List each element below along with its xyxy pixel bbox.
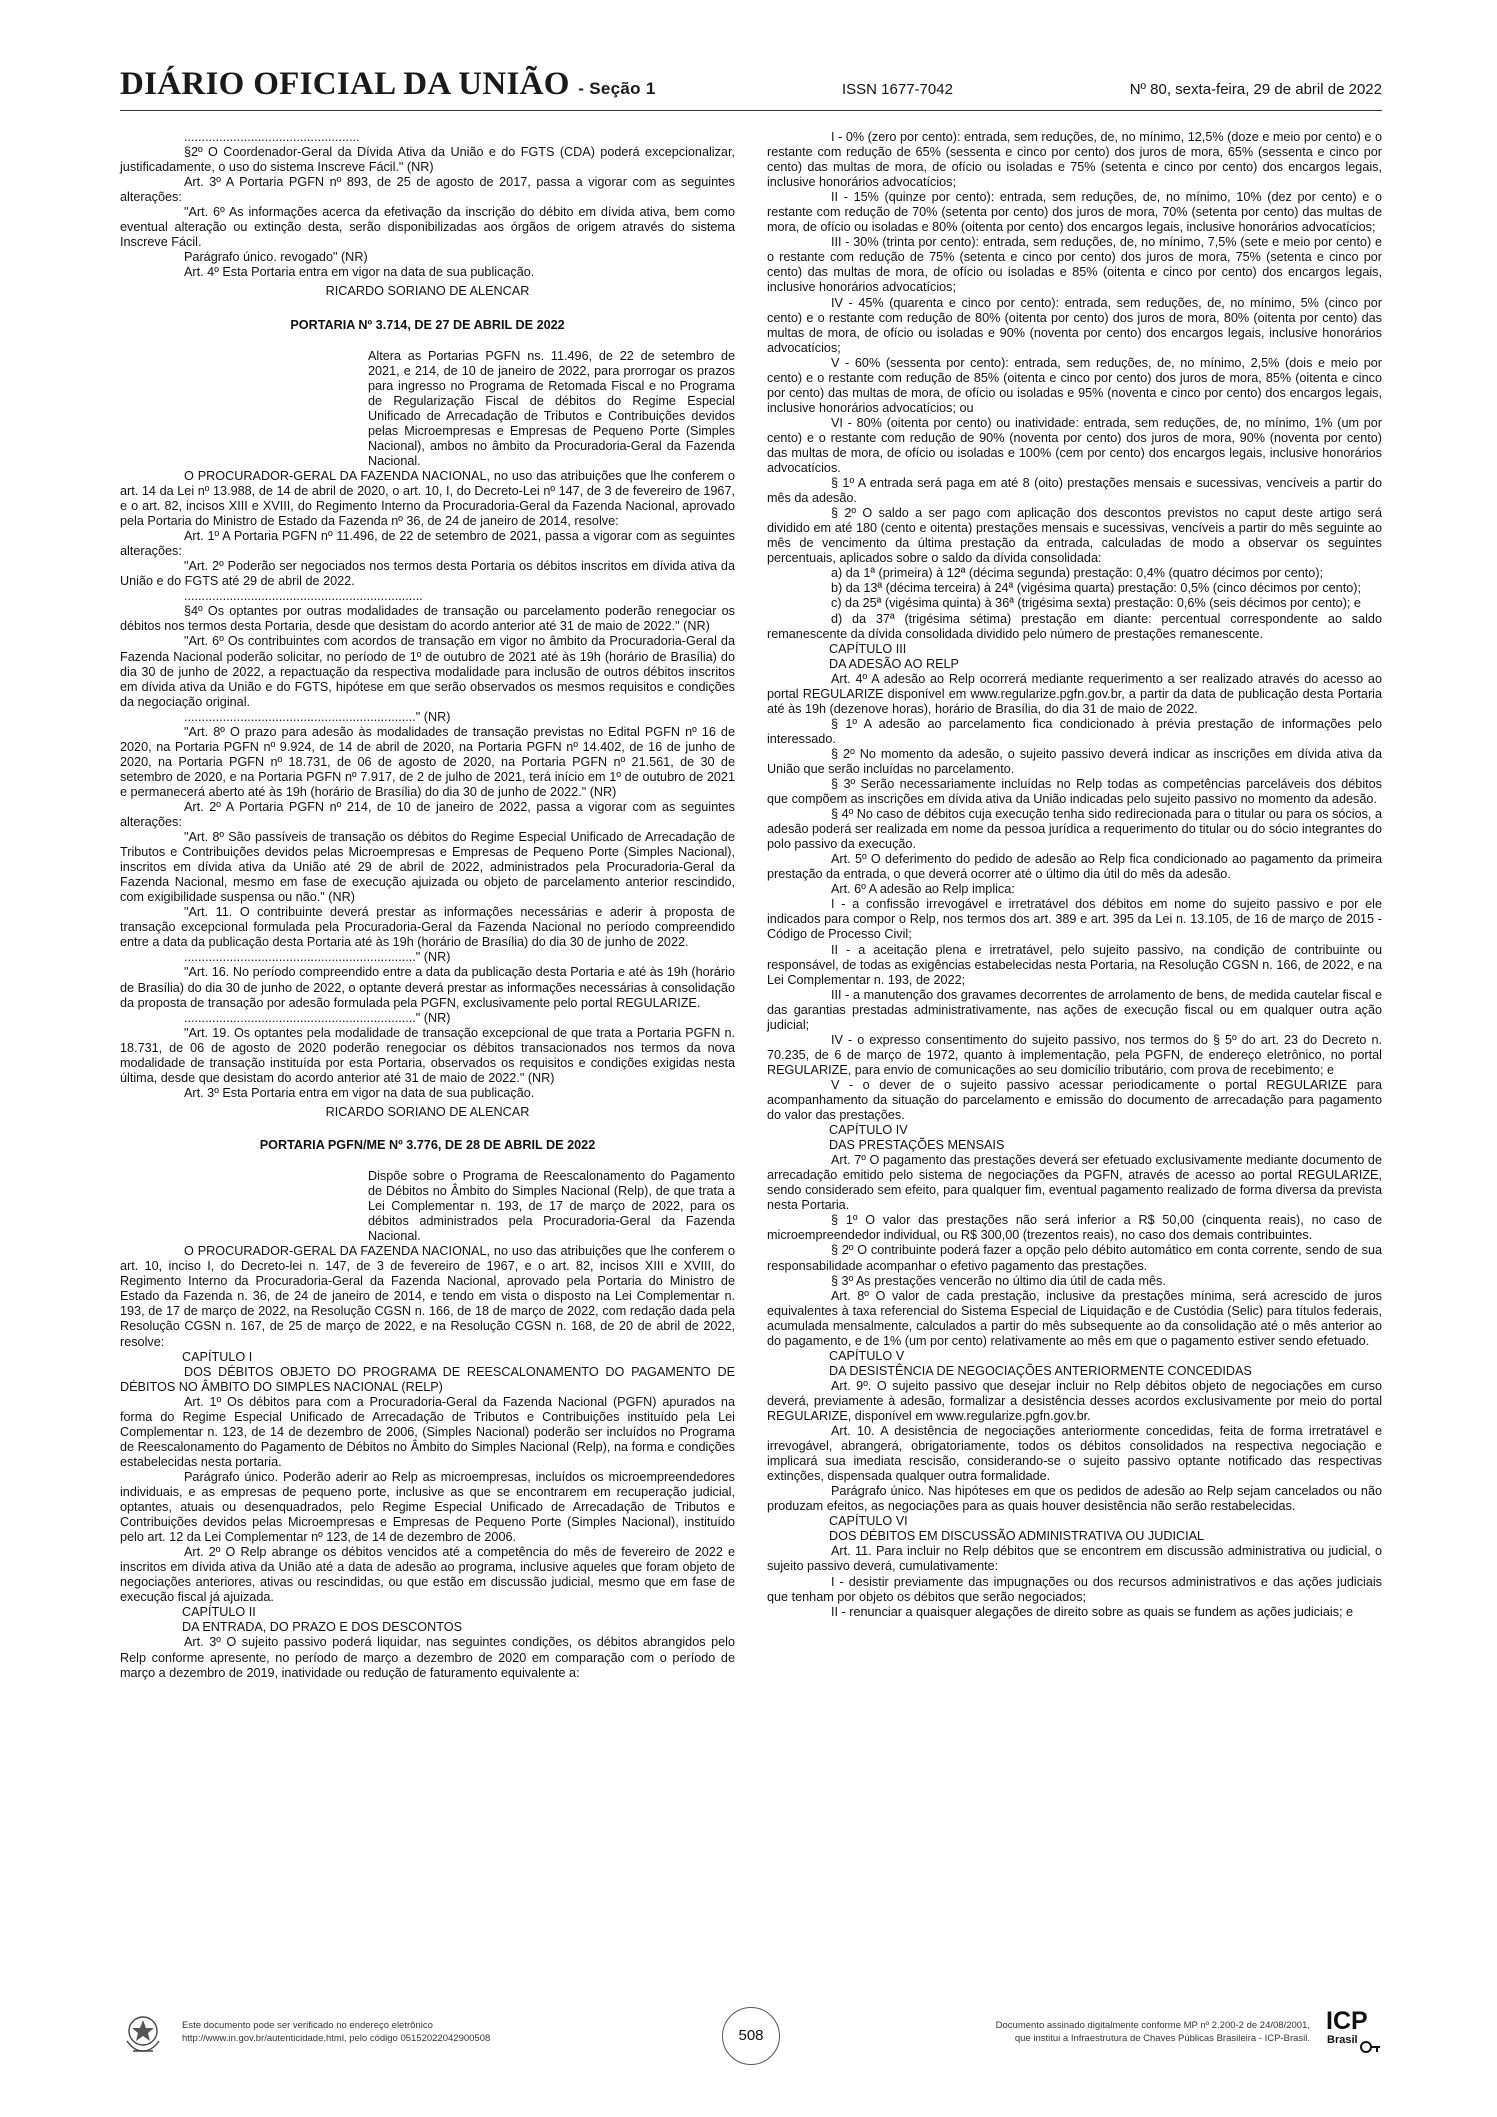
- issue-date: Nº 80, sexta-feira, 29 de abril de 2022: [1129, 81, 1382, 98]
- paragraph: Art. 1º A Portaria PGFN nº 11.496, de 22 de setembro de 2021, passa a vigorar com as seguintes alterações:: [120, 529, 735, 559]
- paragraph: "Art. 16. No período compreendido entre a data da publicação desta Portaria e até às 19h (horário de Brasília) do dia 30 de junho de 2022, o optante deverá prestar as informações necessárias à consolidação da proposta de transação por adesão formulada pela PGFN, exclusivamente pelo portal REGULARIZE.: [120, 965, 735, 1010]
- icp-logo-text: ICP: [1326, 2007, 1368, 2035]
- paragraph: V - o dever de o sujeito passivo acessar periodicamente o portal REGULARIZE para acompanhamento da situação do parcelamento e emissão do documento de arrecadação para pagamento do valor das prestações.: [767, 1077, 1382, 1123]
- paragraph: § 3º As prestações vencerão no último dia útil de cada mês.: [831, 1273, 1166, 1288]
- paragraph: II - 15% (quinze por cento): entrada, sem reduções, de, no mínimo, 10% (dez por cento) e o restante com redução de 70% (setenta por cento) dos juros de mora, 70% (setenta por cento) das multas de mora, de ofício ou isoladas e 80% (oitenta por cento) dos encargos legais, inclusive honorários advocatícios;: [767, 190, 1382, 235]
- paragraph: § 3º Serão necessariamente incluídas no Relp todas as competências parceláveis dos débitos que compõem as inscrições em dívida ativa da União indicadas pelo sujeito passivo no momento da adesão.: [767, 777, 1382, 807]
- paragraph: "Art. 8º O prazo para adesão às modalidades de transação previstas no Edital PGFN nº 16 de 2020, na Portaria PGFN nº 9.924, de 14 de abril de 2020, na Portaria PGFN nº 14.402, de 16 de junho de 2020, na Portaria PGFN nº 18.731, de 06 de agosto de 2020, na Portaria PGFN nº 21.561, de 30 de setembro de 2020, e na Portaria PGFN nº 7.917, de 2 de julho de 2021, terá início em 1º de outubro de 2021 e permanecerá aberto até às 19h (horário de Brasília) do dia 30 de junho de 2022." (NR): [120, 724, 735, 799]
- paragraph: "Art. 19. Os optantes pela modalidade de transação excepcional de que trata a Portaria PGFN n. 18.731, de 06 de agosto de 2020 poderão renegociar os débitos transacionados nos termos da nova modalidade de transação instituída por esta Portaria, observados os requisitos e condições exigidas nesta última, desde que desistam do acordo anterior até 31 de maio de 2022." (NR): [120, 1025, 735, 1085]
- paragraph: Art. 3º O sujeito passivo poderá liquidar, nas seguintes condições, os débitos abrangidos pelo Relp conforme apresente, no período de março a dezembro de 2020 em comparação com o período de março a dezembro de 2019, inatividade ou redução de faturamento equivalente a:: [120, 1635, 735, 1680]
- masthead: [120, 66, 1382, 116]
- paragraph: Art. 11. Para incluir no Relp débitos que se encontrem em discussão administrativa ou judicial, o sujeito passivo deverá, cumulativamente:: [767, 1544, 1382, 1574]
- issn: ISSN 1677-7042: [842, 81, 953, 98]
- chapter-title: DOS DÉBITOS OBJETO DO PROGRAMA DE REESCALONAMENTO DO PAGAMENTO DE DÉBITOS NO ÂMBITO DO SIMPLES NACIONAL (RELP): [120, 1364, 735, 1394]
- paragraph: §2º O Coordenador-Geral da Dívida Ativa da União e do FGTS (CDA) poderá excepcionalizar, justificadamente, o uso do sistema Inscreve Fácil." (NR): [120, 145, 735, 175]
- paragraph: b) da 13ª (décima terceira) à 24ª (vigésima quarta) prestação: 0,5% (cinco décimos por cento);: [831, 581, 1361, 596]
- paragraph: Parágrafo único. revogado" (NR): [184, 250, 368, 265]
- paragraph: § 1º O valor das prestações não será inferior a R$ 50,00 (cinquenta reais), no caso de microempreendedor individual, ou R$ 300,00 (trezentos reais), no caso dos demais contribuintes.: [767, 1213, 1382, 1243]
- page-number: 508: [722, 2007, 780, 2065]
- signature: RICARDO SORIANO DE ALENCAR: [325, 1104, 530, 1119]
- chapter-heading: CAPÍTULO III: [829, 641, 907, 656]
- icp-brasil-logo: [1322, 2003, 1382, 2061]
- footer: [120, 2007, 1382, 2083]
- paragraph: I - a confissão irrevogável e irretratável dos débitos em nome do sujeito passivo e por ele indicados para compor o Relp, nos termos dos art. 389 e art. 395 da Lei n. 13.105, de 16 de março de 2015 - Código de Processo Civil;: [767, 897, 1382, 942]
- verification-link[interactable]: http://www.in.gov.br/autenticidade.html, pelo código 05152022042900508: [182, 2033, 491, 2044]
- paragraph: "Art. 6º Os contribuintes com acordos de transação em vigor no âmbito da Procuradoria-Geral da Fazenda Nacional poderão solicitar, no período de 1º de outubro de 2021 até às 19h (horário de Brasília) do dia 30 de junho de 2022, a repactuação da respectiva modalidade para inclusão de outros débitos inscritos em dívida ativa da União e do FGTS, hipótese em que serão observados os mesmos requisitos e condições da negociação original.: [120, 634, 735, 709]
- verification-note: [182, 2019, 490, 2045]
- paragraph: c) da 25ª (vigésima quinta) à 36ª (trigésima sexta) prestação: 0,6% (seis décimos por cento); e: [831, 596, 1361, 611]
- paragraph: "Art. 6º As informações acerca da efetivação da inscrição do débito em dívida ativa, bem como eventual alteração ou extinção desta, serão disponibilizadas aos órgãos de origem através do sistema Inscreve Fácil.: [120, 205, 735, 250]
- signature-note-line: que institui a Infraestrutura de Chaves Públicas Brasileira - ICP-Brasil.: [1014, 2033, 1310, 2044]
- paragraph: III - a manutenção dos gravames decorrentes de arrolamento de bens, de medida cautelar fiscal e das garantias prestadas administrativamente, nas ações de execução fiscal ou em qualquer outra ação judicial;: [767, 987, 1382, 1032]
- gazette-section: - Seção 1: [578, 79, 656, 98]
- left-column: [120, 130, 735, 2002]
- paragraph: I - desistir previamente das impugnações ou dos recursos administrativos e das ações judiciais que tenham por objeto os débitos que serão negociados;: [767, 1574, 1382, 1604]
- chapter-title: DAS PRESTAÇÕES MENSAIS: [829, 1138, 1005, 1153]
- coat-of-arms-icon: [122, 2011, 164, 2055]
- paragraph: O PROCURADOR-GERAL DA FAZENDA NACIONAL, no uso das atribuições que lhe conferem o art. 10, inciso I, do Decreto-lei n. 147, de 3 de fevereiro de 1967, e o art. 82, incisos XIII e XVIII, do Regimento Interno da Procuradoria-Geral da Fazenda Nacional, aprovado pela Portaria do Ministro de Estado da Fazenda n. 36, de 24 de janeiro de 2014, e tendo em vista o disposto na Lei Complementar n. 193, de 17 de março de 2022, na Resolução CGSN n. 166, de 18 de março de 2022, com redação dada pela Resolução CGSN n. 167, de 25 de março de 2022, e na Resolução CGSN n. 168, de 20 de abril de 2022, resolve:: [120, 1244, 735, 1349]
- paragraph: Parágrafo único. Nas hipóteses em que os pedidos de adesão ao Relp sejam cancelados ou não produzam efeitos, as negociações para as quais houver desistência não serão restabelecidas.: [767, 1484, 1382, 1514]
- paragraph: Art. 2º O Relp abrange os débitos vencidos até a competência do mês de fevereiro de 2022 e inscritos em dívida ativa da União até a data de adesão ao programa, inclusive aqueles que foram objeto de negociações anteriores, ativas ou rescindidas, ou que estão em discussão judicial, mesmo que em fase de execução fiscal já ajuizada.: [120, 1545, 735, 1605]
- chapter-title: DOS DÉBITOS EM DISCUSSÃO ADMINISTRATIVA OU JUDICIAL: [829, 1529, 1205, 1544]
- paragraph: Art. 5º O deferimento do pedido de adesão ao Relp fica condicionado ao pagamento da primeira prestação da entrada, o que deverá ocorrer até o último dia útil do mês da adesão.: [767, 852, 1382, 882]
- paragraph: § 1º A adesão ao parcelamento fica condicionado à prévia prestação de informações pelo interessado.: [767, 716, 1382, 746]
- abstract: Dispõe sobre o Programa de Reescalonamento do Pagamento de Débitos no Âmbito do Simples Nacional (Relp), de que trata a Lei Complementar n. 193, de 17 de março de 2022, para os débitos administrados pela Procuradoria-Geral da Fazenda Nacional.: [368, 1169, 735, 1244]
- paragraph: Art. 1º Os débitos para com a Procuradoria-Geral da Fazenda Nacional (PGFN) apurados na forma do Regime Especial Unificado de Arrecadação de Tributos e Contribuições instituído pela Lei Complementar n. 123, de 14 de dezembro de 2006, (Simples Nacional) poderão ser incluídos no Programa de Reescalonamento do Pagamento de Débitos no Âmbito do Simples Nacional (Relp), na forma e condições estabelecidas nesta portaria.: [120, 1394, 735, 1469]
- paragraph: V - 60% (sessenta por cento): entrada, sem reduções, de, no mínimo, 2,5% (dois e meio por cento) e o restante com redução de 85% (oitenta e cinco por cento) dos juros de mora, 85% (oitenta e cinco por cento) das multas de mora, de ofício ou isoladas e 95% (noventa e cinco por cento) dos encargos legais, inclusive honorários advocatícios; ou: [767, 355, 1382, 415]
- paragraph: § 4º No caso de débitos cuja execução tenha sido redirecionada para o titular ou para os sócios, a adesão poderá ser realizada em nome da pessoa jurídica a requerimento do titular ou do sócio integrantes do polo passivo da execução.: [767, 807, 1382, 852]
- paragraph: Art. 3º Esta Portaria entra em vigor na data de sua publicação.: [184, 1085, 535, 1100]
- paragraph: "Art. 8º São passíveis de transação os débitos do Regime Especial Unificado de Arrecadação de Tributos e Contribuições devidos pelas Microempresas e Empresas de Pequeno Porte (Simples Nacional), inscritos em dívida ativa da União até 29 de abril de 2022, administrados pela Procuradoria-Geral da Fazenda Nacional, mesmo em fase de execução ajuizada ou objeto de parcelamento anterior rescindido, com exigibilidade suspensa ou não." (NR): [120, 830, 735, 905]
- chapter-heading: CAPÍTULO V: [829, 1348, 905, 1363]
- paragraph: § 2º O contribuinte poderá fazer a opção pelo débito automático em conta corrente, sendo de sua responsabilidade acompanhar o efetivo pagamento das prestações.: [767, 1243, 1382, 1273]
- paragraph: Art. 3º A Portaria PGFN nº 893, de 25 de agosto de 2017, passa a vigorar com as seguintes alterações:: [120, 175, 735, 205]
- paragraph: O PROCURADOR-GERAL DA FAZENDA NACIONAL, no uso das atribuições que lhe conferem o art. 14 da Lei nº 13.988, de 14 de abril de 2020, o art. 10, I, do Decreto-Lei nº 147, de 3 de fevereiro de 1967, e o art. 82, incisos XIII e XVIII, do Regimento Interno da Procuradoria-Geral da Fazenda Nacional, aprovado pela Portaria do Ministro de Estado da Fazenda nº 36, de 24 de janeiro de 2014, resolve:: [120, 468, 735, 529]
- signature: RICARDO SORIANO DE ALENCAR: [325, 284, 530, 299]
- paragraph: .................................................................." (NR): [184, 709, 451, 724]
- paragraph: Art. 6º A adesão ao Relp implica:: [831, 882, 1015, 897]
- paragraph: "Art. 2º Poderão ser negociados nos termos desta Portaria os débitos inscritos em dívida ativa da União e do FGTS até 29 de abril de 2022.: [120, 559, 735, 589]
- paragraph: III - 30% (trinta por cento): entrada, sem reduções, de, no mínimo, 7,5% (sete e meio por cento) e o restante com redução de 75% (setenta e cinco por cento) dos juros de mora, 75% (setenta e cinco por cento) das multas de mora, de ofício ou isoladas e 85% (oitenta e cinco por cento) dos encargos legais, inclusive honorários advocatícios;: [767, 235, 1382, 295]
- signature-note-line: Documento assinado digitalmente conforme MP nº 2.200-2 de 24/08/2001,: [995, 2020, 1310, 2031]
- paragraph: Parágrafo único. Poderão aderir ao Relp as microempresas, incluídos os microempreendedores individuais, e as empresas de pequeno porte, inclusive as que se encontrarem em recuperação judicial, optantes, atuais ou desenquadrados, pelo Regime Especial Unificado de Arrecadação de Tributos e Contribuições devidos pelas Microempresas e Empresas de Pequeno Porte (Simples Nacional), instituído pelo art. 12 da Lei Complementar nº 123, de 14 de dezembro de 2006.: [120, 1469, 735, 1545]
- paragraph: .................................................................." (NR): [184, 1010, 451, 1025]
- verification-text: Este documento pode ser verificado no endereço eletrônico: [182, 2020, 433, 2031]
- paragraph: §4º Os optantes por outras modalidades de transação ou parcelamento poderão renegociar os débitos nos termos desta Portaria, desde que desistam do acordo anterior até 31 de maio de 2022." (NR): [120, 604, 735, 634]
- paragraph: § 1º A entrada será paga em até 8 (oito) prestações mensais e sucessivas, vencíveis a partir do mês da adesão.: [767, 476, 1382, 506]
- portaria-heading: PORTARIA Nº 3.714, DE 27 DE ABRIL DE 2022: [290, 317, 565, 332]
- paragraph: .................................................................." (NR): [184, 950, 451, 965]
- right-column: [767, 130, 1382, 2002]
- paragraph: Art. 7º O pagamento das prestações deverá ser efetuado exclusivamente mediante documento de arrecadação emitido pelo sistema de negociações da PGFN, através de acesso ao portal REGULARIZE, sendo considerado sem efeito, para qualquer fim, eventual pagamento realizado de forma diversa da prevista nesta Portaria.: [767, 1153, 1382, 1213]
- paragraph: IV - 45% (quarenta e cinco por cento): entrada, sem reduções, de, no mínimo, 5% (cinco por cento) e o restante com redução de 80% (oitenta por cento) dos juros de mora, 80% (oitenta por cento) das multas de mora, de ofício ou isoladas e 90% (noventa por cento) dos encargos legais, inclusive honorários advocatícios;: [767, 295, 1382, 355]
- paragraph: Art. 4º A adesão ao Relp ocorrerá mediante requerimento a ser realizado através do acesso ao portal REGULARIZE disponível em www.regularize.pgfn.gov.br, a partir da data de publicação desta Portaria até às 19h (dezenove horas), horário de Brasília, do dia 31 de maio de 2022.: [767, 671, 1382, 716]
- paragraph: d) da 37ª (trigésima sétima) prestação em diante: percentual correspondente ao saldo remanescente da dívida consolidada dividido pelo número de prestações remanescente.: [767, 611, 1382, 641]
- paragraph: ..................................................: [184, 130, 360, 144]
- header-rule: [120, 110, 1382, 111]
- paragraph: a) da 1ª (primeira) à 12ª (décima segunda) prestação: 0,4% (quatro décimos por cento);: [831, 566, 1324, 581]
- paragraph: Art. 8º O valor de cada prestação, inclusive da prestações mínima, será acrescido de juros equivalentes à taxa referencial do Sistema Especial de Liquidação e de Custódia (Selic) para títulos federais, acumulada mensalmente, calculados a partir do mês subsequente ao da consolidação até o mês anterior ao do pagamento, e de 1% (um por cento) relativamente ao mês em que o pagamento estiver sendo efetuado.: [767, 1288, 1382, 1348]
- paragraph: "Art. 11. O contribuinte deverá prestar as informações necessárias e aderir à proposta de transação excepcional formulada pela Procuradoria-Geral da Fazenda Nacional no período compreendido entre a data da publicação desta Portaria até às 19h (horário de Brasília) do dia 30 de junho de 2022.: [120, 905, 735, 950]
- chapter-heading: CAPÍTULO IV: [829, 1123, 908, 1138]
- paragraph: II - a aceitação plena e irretratável, pelo sujeito passivo, na condição de contribuinte ou responsável, de todas as exigências estabelecidas nesta Portaria, na Resolução CGSN n. 166, de 2022, e na Lei Complementar n. 193, de 2022;: [767, 942, 1382, 987]
- paragraph: I - 0% (zero por cento): entrada, sem reduções, de, no mínimo, 12,5% (doze e meio por cento) e o restante com redução de 65% (sessenta e cinco por cento) dos juros de mora, 65% (sessenta e cinco por cento) das multas de mora, de ofício ou isoladas e 75% (setenta e cinco por cento) dos encargos legais, inclusive honorários advocatícios;: [767, 130, 1382, 190]
- paragraph: ....................................................................: [184, 589, 423, 604]
- chapter-title: DA ADESÃO AO RELP: [829, 656, 959, 671]
- paragraph: § 2º O saldo a ser pago com aplicação dos descontos previstos no caput deste artigo será dividido em até 180 (cento e oitenta) prestações mensais e sucessivas, vencíveis a partir do mês seguinte ao mês de vencimento da última prestação da entrada, calculadas de modo a observar os seguintes percentuais, aplicados sobre o saldo da dívida consolidada:: [767, 506, 1382, 566]
- chapter-title: DA ENTRADA, DO PRAZO E DOS DESCONTOS: [182, 1620, 463, 1635]
- signature-note: [996, 2019, 1310, 2045]
- paragraph: VI - 80% (oitenta por cento) ou inatividade: entrada, sem reduções, de, no mínimo, 1% (um por cento) e o restante com redução de 90% (noventa por cento) dos juros de mora, 90% (noventa por cento) das multas de mora, de ofício ou isoladas e 100% (cem por cento) dos encargos legais, inclusive honorários advocatícios.: [767, 415, 1382, 476]
- chapter-heading: CAPÍTULO II: [182, 1605, 256, 1620]
- paragraph: Art. 10. A desistência de negociações anteriormente concedidas, feita de forma irretratável e irrevogável, abrangerá, obrigatoriamente, todos os débitos consolidados na respectiva negociação e implicará sua imediata rescisão, considerando-se o sujeito passivo optante notificado das respectivas extinções, dispensada qualquer outra formalidade.: [767, 1424, 1382, 1484]
- icp-logo-subtext: Brasil: [1327, 2034, 1358, 2046]
- paragraph: IV - o expresso consentimento do sujeito passivo, nos termos do § 5º do art. 23 do Decreto n. 70.235, de 6 de março de 1972, quanto à implementação, pela PGFN, de endereço eletrônico, no portal REGULARIZE, para envio de comunicações ao seu domicílio tributário, com prova de recebimento; e: [767, 1032, 1382, 1077]
- paragraph: Art. 9º. O sujeito passivo que desejar incluir no Relp débitos objeto de negociações em curso deverá, previamente à adesão, formalizar a desistência desses acordos exclusivamente por meio do portal REGULARIZE, disponível em www.regularize.pgfn.gov.br.: [767, 1378, 1382, 1423]
- chapter-title: DA DESISTÊNCIA DE NEGOCIAÇÕES ANTERIORMENTE CONCEDIDAS: [829, 1363, 1252, 1378]
- chapter-heading: CAPÍTULO VI: [829, 1514, 908, 1529]
- portaria-heading: PORTARIA PGFN/ME Nº 3.776, DE 28 DE ABRIL DE 2022: [259, 1137, 596, 1152]
- gazette-title: DIÁRIO OFICIAL DA UNIÃO - Seção 1: [120, 66, 656, 102]
- paragraph: Art. 2º A Portaria PGFN nº 214, de 10 de janeiro de 2022, passa a vigorar com as seguintes alterações:: [120, 799, 735, 830]
- chapter-heading: CAPÍTULO I: [182, 1349, 253, 1364]
- paragraph: Art. 4º Esta Portaria entra em vigor na data de sua publicação.: [184, 265, 535, 280]
- paragraph: § 2º No momento da adesão, o sujeito passivo deverá indicar as inscrições em dívida ativa da União que serão incluídas no parcelamento.: [767, 746, 1382, 776]
- paragraph: II - renunciar a quaisquer alegações de direito sobre as quais se fundem as ações judiciais; e: [831, 1604, 1354, 1619]
- abstract: Altera as Portarias PGFN ns. 11.496, de 22 de setembro de 2021, e 214, de 10 de janeiro de 2022, para prorrogar os prazos para ingresso no Programa de Retomada Fiscal e no Programa de Regularização Fiscal de débitos do Regime Especial Unificado de Arrecadação de Tributos e Contribuições devidos pelas Microempresas e Empresas de Pequeno Porte (Simples Nacional), ambos no âmbito da Procuradoria-Geral da Fazenda Nacional.: [368, 348, 735, 468]
